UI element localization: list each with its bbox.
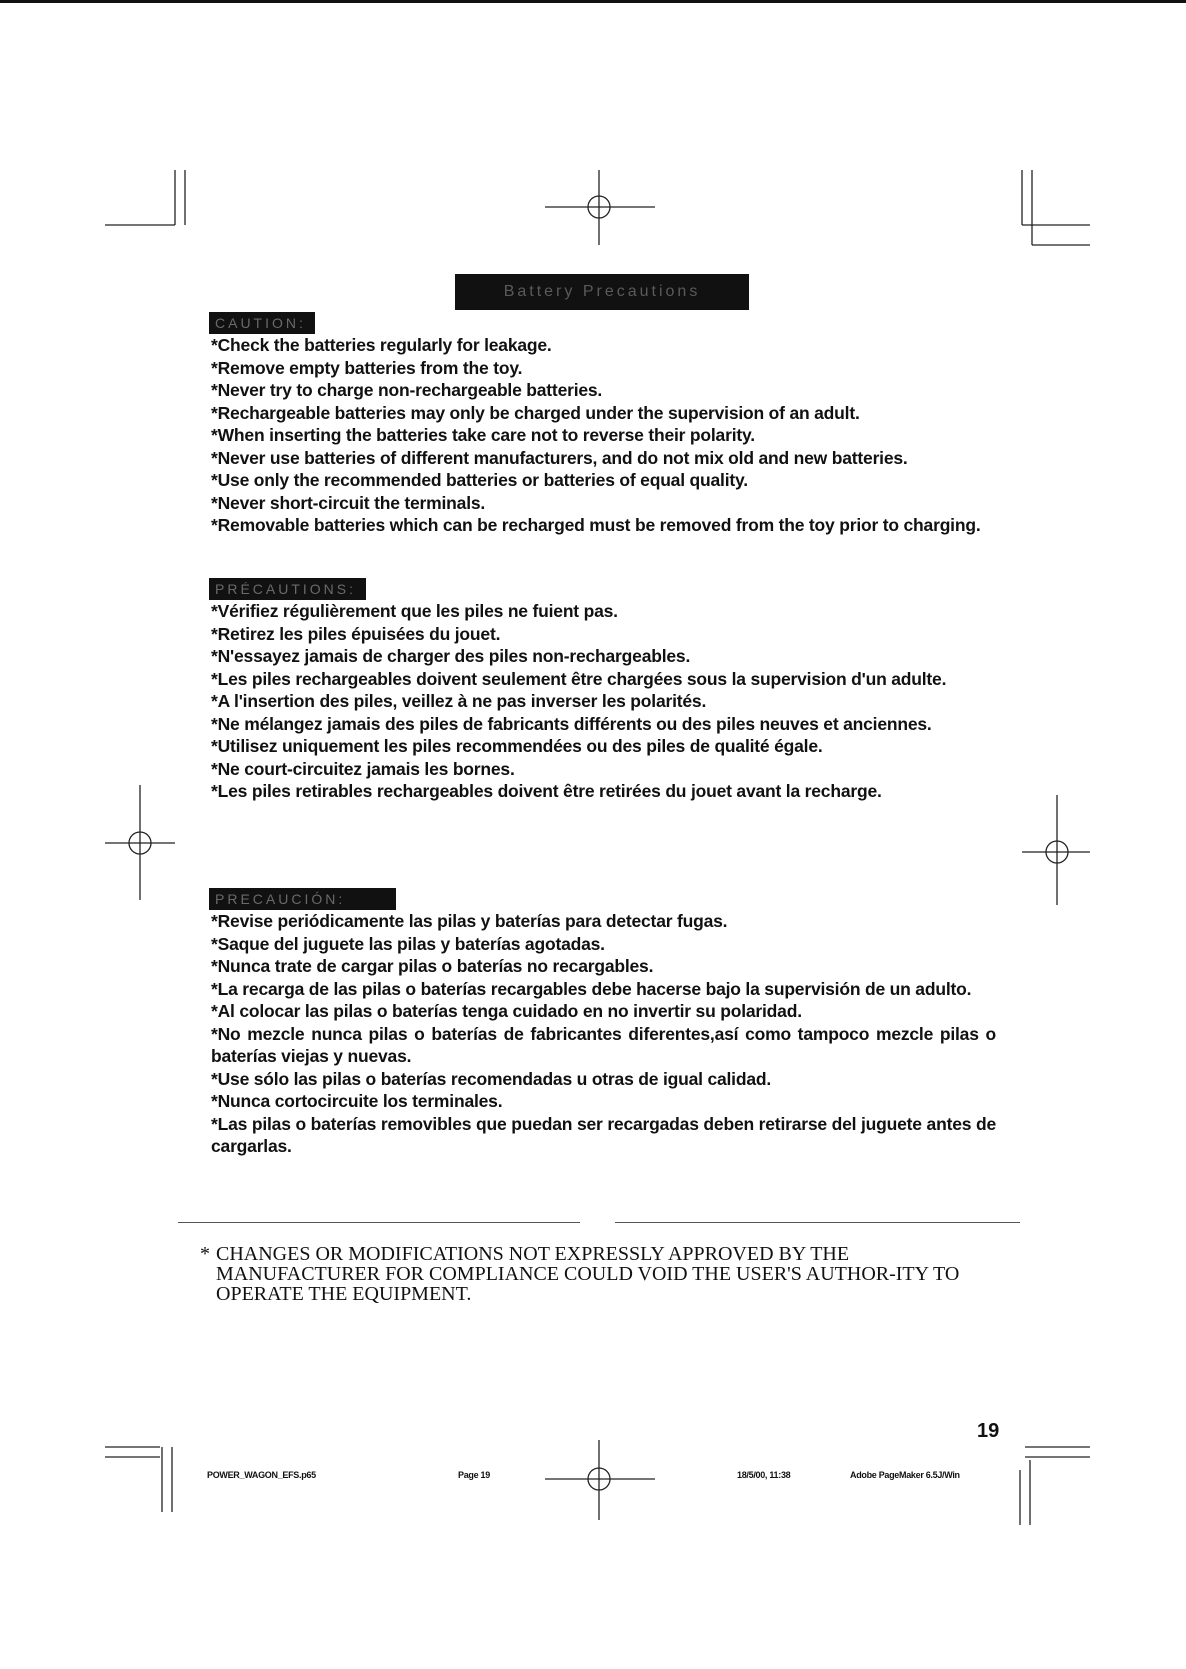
list-item: *Never short-circuit the terminals. — [211, 492, 486, 513]
list-item: *Use only the recommended batteries or batteries of equal quality. — [211, 470, 748, 490]
english-caution-list — [211, 334, 996, 537]
slug-application: Adobe PageMaker 6.5J/Win — [850, 1470, 960, 1480]
list-item: *Saque del juguete las pilas y baterías agotadas. — [211, 933, 605, 954]
slug-page: Page 19 — [458, 1470, 490, 1480]
notice-text: CHANGES OR MODIFICATIONS NOT EXPRESSLY APPROVED BY THE MANUFACTURER FOR COMPLIANCE COULD VOID THE USER'S AUTHOR-ITY TO OPERATE THE EQUIPMENT. — [216, 1243, 960, 1305]
list-item: *Ne mélangez jamais des piles de fabricants différents ou des piles neuves et anciennes. — [211, 713, 932, 734]
list-item: *When inserting the batteries take care not to reverse their polarity. — [211, 425, 755, 445]
list-item: *Nunca trate de cargar pilas o baterías no recargables. — [211, 956, 654, 976]
divider-line — [615, 1222, 1020, 1223]
list-item: *Revise periódicamente las pilas y baterías para detectar fugas. — [211, 911, 728, 931]
list-item: *No mezcle nunca pilas o baterías de fabricantes diferentes,así como tampoco mezcle pilas o baterías viejas y nuevas. — [211, 1023, 996, 1066]
list-item: *Ne court-circuitez jamais les bornes. — [211, 758, 515, 779]
list-item: *Les piles retirables rechargeables doivent être retirées du jouet avant la recharge. — [211, 781, 882, 801]
notice-bullet: * — [200, 1243, 210, 1265]
list-item: *Les piles rechargeables doivent seulement être chargées sous la supervision d'un adulte. — [211, 668, 947, 689]
list-item: *N'essayez jamais de charger des piles non-rechargeables. — [211, 646, 691, 666]
list-item: *A l'insertion des piles, veillez à ne pas inverser les polarités. — [211, 691, 707, 711]
list-item: *Al colocar las pilas o baterías tenga cuidado en no invertir su polaridad. — [211, 1001, 802, 1021]
list-item: *Las pilas o baterías removibles que puedan ser recargadas deben retirarse del juguete antes de cargarlas. — [211, 1113, 996, 1156]
list-item: *Nunca cortocircuite los terminales. — [211, 1091, 503, 1111]
list-item: *Check the batteries regularly for leakage. — [211, 335, 552, 355]
list-item: *Remove empty batteries from the toy. — [211, 357, 523, 378]
list-item: *La recarga de las pilas o baterías recargables debe hacerse bajo la supervisión de un adulto. — [211, 978, 972, 999]
page-number: 19 — [977, 1420, 1000, 1442]
list-item: *Retirez les piles épuisées du jouet. — [211, 623, 501, 644]
french-precautions-list — [211, 600, 996, 803]
list-item: *Removable batteries which can be recharged must be removed from the toy prior to charging. — [211, 515, 981, 535]
caution-label: CAUTION: — [209, 312, 315, 334]
title-bar: Battery Precautions — [455, 274, 749, 310]
list-item: *Rechargeable batteries may only be charged under the supervision of an adult. — [211, 402, 860, 423]
list-item: *Use sólo las pilas o baterías recomendadas u otras de igual calidad. — [211, 1068, 772, 1089]
precautions-label: PRÉCAUTIONS: — [209, 578, 366, 600]
list-item: *Never try to charge non-rechargeable batteries. — [211, 380, 603, 400]
precaucion-label: PRECAUCIÓN: — [209, 888, 396, 910]
slug-filename: POWER_WAGON_EFS.p65 — [207, 1470, 316, 1480]
compliance-notice — [200, 1243, 1004, 1305]
slug-date: 18/5/00, 11:38 — [737, 1470, 791, 1480]
spanish-precaucion-list — [211, 910, 996, 1158]
list-item: *Never use batteries of different manufacturers, and do not mix old and new batteries. — [211, 447, 908, 468]
divider-line — [178, 1222, 580, 1223]
list-item: *Utilisez uniquement les piles recommendées ou des piles de qualité égale. — [211, 736, 823, 756]
list-item: *Vérifiez régulièrement que les piles ne fuient pas. — [211, 601, 618, 621]
